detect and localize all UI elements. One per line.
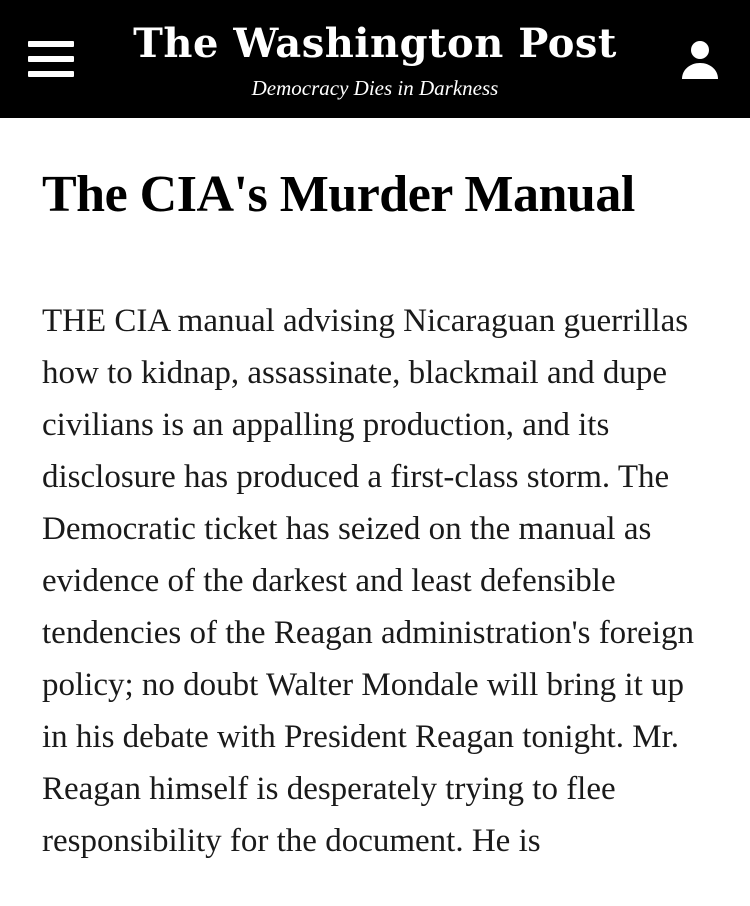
- hamburger-menu-icon[interactable]: [28, 41, 74, 77]
- hamburger-bar-middle: [28, 56, 74, 62]
- article-container: [0, 166, 750, 867]
- site-tagline: Democracy Dies in Darkness: [251, 75, 499, 100]
- site-header: [0, 0, 750, 118]
- article-body-paragraph: THE CIA manual advising Nicaraguan guerrillas how to kidnap, assassinate, blackmail and dupe civilians is an appalling production, and its disclosure has produced a first-class storm. The Democratic ticket has seized on the manual as evidence of the darkest and least defensible tendencies of the Reagan administration's foreign policy; no doubt Walter Mondale will bring it up in his debate with President Reagan tonight. Mr. Reagan himself is desperately trying to flee responsibility for the document. He is: [42, 303, 694, 860]
- user-account-icon[interactable]: [676, 35, 724, 83]
- site-logo[interactable]: The Washington Post: [133, 19, 617, 67]
- hamburger-bar-bottom: [28, 71, 74, 77]
- hamburger-bar-top: [28, 41, 74, 47]
- page-title: The CIA's Murder Manual: [42, 166, 635, 223]
